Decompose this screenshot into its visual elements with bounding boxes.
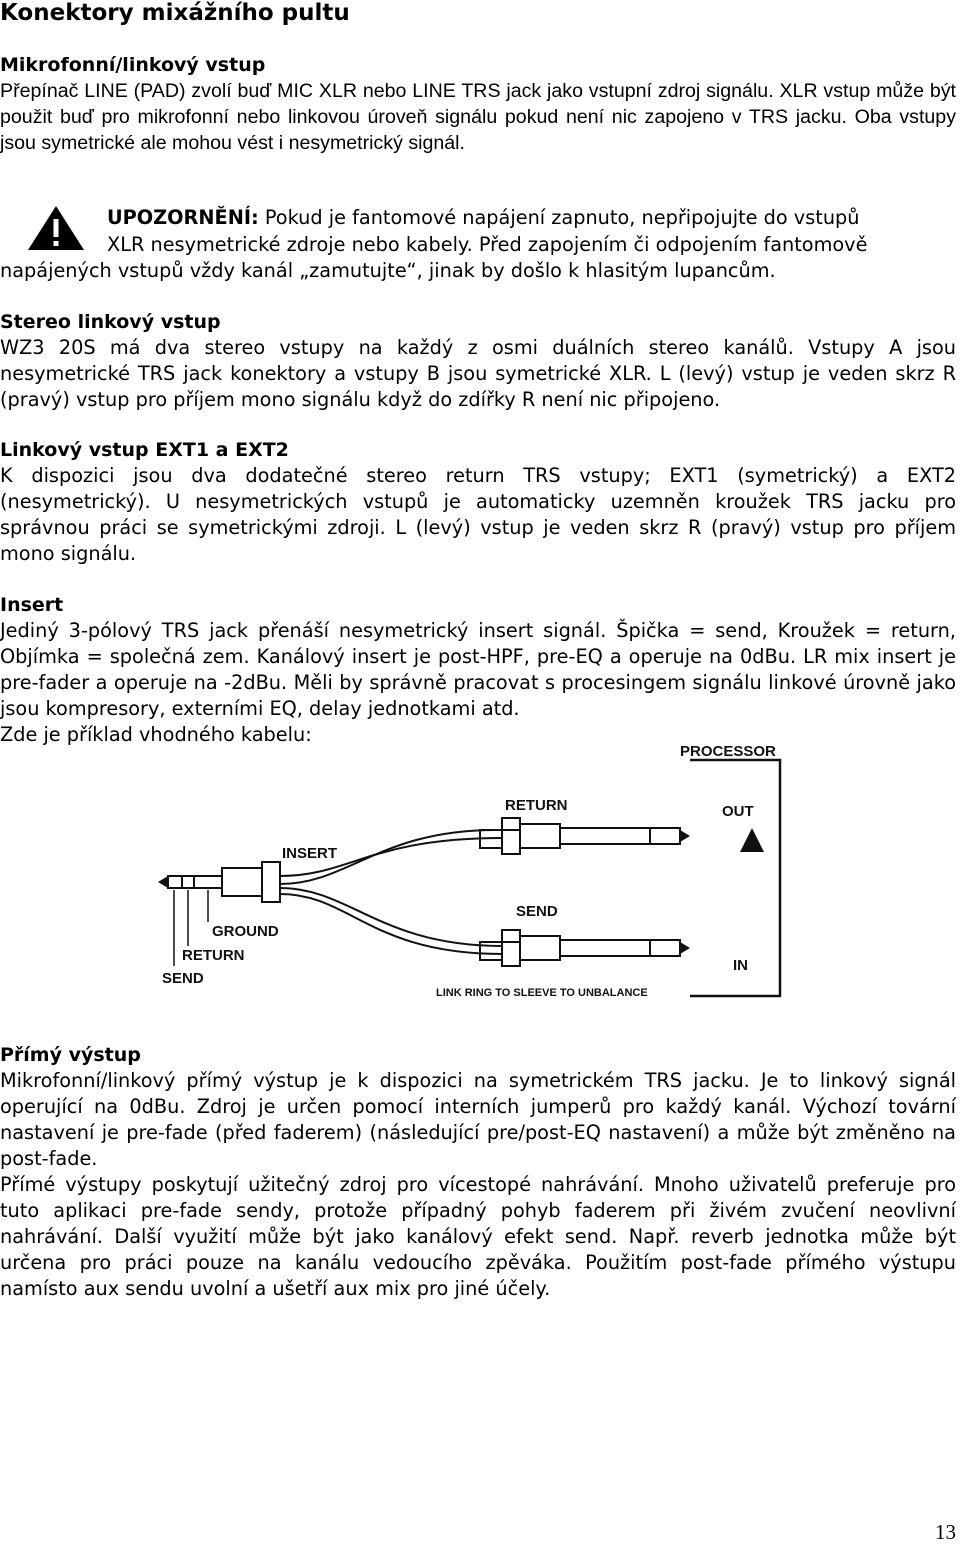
insert-label: INSERT [282,845,338,862]
send-mid-label: SEND [516,903,558,920]
send-bottom-label: SEND [162,970,204,987]
out-label: OUT [722,803,754,820]
section-insert [0,592,956,748]
section-direct-output [0,1042,956,1302]
warning-label: UPOZORNĚNÍ: [107,206,259,229]
section-text: K dispozici jsou dva dodatečné stereo return TRS vstupy; EXT1 (symetrický) a EXT2 (nesymetrický). U nesymetrických vstupů je automaticky uzemněn kroužek TRS jacku pro správnou práci se symetrickými zdroji. L (levý) vstup je veden skrz R (pravý) vstup pro příjem mono signálu. [0,464,956,565]
insert-cable-diagram [150,738,810,1008]
return-bottom-label: RETURN [182,947,245,964]
ground-label: GROUND [212,923,279,940]
send-jack-plug [502,930,690,966]
return-top-label: RETURN [505,797,568,814]
section-ext-input [0,437,956,567]
section-text-2: Přímé výstupy poskytují užitečný zdroj pro vícestopé nahrávání. Mnoho uživatelů preferuje pro tuto aplikaci pre-fade sendy, protože případný pohyb faderem při živém zvučení neovlivní nahrávání. Další využití může být jako kanálový efekt send. Např. reverb jednotka může být určena pro práci pouze na kanálu vedoucího zpěváka. Použitím post-fade přímého výstupu namísto aux sendu uvolní a ušetří aux mix pro jiné účely. [0,1173,956,1300]
return-jack-plug [502,818,690,854]
out-arrow-icon [740,828,764,852]
cable-example-caption: Zde je příklad vhodného kabelu: [0,723,312,746]
warning-first-line [107,205,956,231]
section-heading: Mikrofonní/linkový vstup [0,54,266,76]
in-label: IN [733,957,748,974]
link-ring-note: LINK RING TO SLEEVE TO UNBALANCE [436,987,648,999]
section-heading: Přímý výstup [0,1044,141,1066]
page-number: 13 [935,1520,956,1544]
processor-label: PROCESSOR [680,743,776,760]
section-heading: Insert [0,594,64,616]
section-heading: Stereo linkový vstup [0,311,221,333]
section-text: Jediný 3-pólový TRS jack přenáší nesymetrický insert signál. Špička = send, Kroužek = return, Objímka = společná zem. Kanálový insert je post-HPF, pre-EQ a operuje na 0dBu. LR mix insert je pre-fader a operuje na -2dBu. Měli by správně pracovat s procesingem signálu linkové úrovně jako jsou kompresory, externími EQ, delay jednotkami atd. [0,619,956,720]
warning-text-2: XLR nesymetrické zdroje nebo kabely. Před zapojením či odpojením fantomově napájených vstupů vždy kanál „zamutujte“, jinak by došlo k hlasitým lupancům. [0,233,868,282]
section-text: Přepínač LINE (PAD) zvolí buď MIC XLR nebo LINE TRS jack jako vstupní zdroj signálu. XLR vstup může být použit buď pro mikrofonní nebo linkovou úroveň signálu pokud není nic zapojeno v TRS jacku. Oba vstupy jsou symetrické ale mohou vést i nesymetrický signál. [0,80,956,154]
section-stereo-input [0,309,956,413]
section-heading: Linkový vstup EXT1 a EXT2 [0,439,289,461]
section-text: WZ3 20S má dva stereo vstupy na každý z osmi duálních stereo kanálů. Vstupy A jsou nesymetrické TRS jack konektory a vstupy B jsou symetrické XLR. L (levý) vstup je veden skrz R (pravý) vstup pro příjem mono signálu když do zdířky R není nic připojeno. [0,336,956,411]
page-title: Konektory mixážního pultu [0,0,350,26]
section-mic-line-input [0,52,956,156]
warning-text-1: Pokud je fantomové napájení zapnuto, nepřipojujte do vstupů [258,206,860,229]
insert-trs-plug [158,862,280,902]
section-text-1: Mikrofonní/linkový přímý výstup je k dispozici na symetrickém TRS jacku. Je to linkový signál operující na 0dBu. Zdroj je určen pomocí interních jumperů pro každý kanál. Výchozí tovární nastavení je pre-fade (před faderem) (následující pre/post-EQ nastavení) a může být změněno na post-fade. [0,1069,956,1170]
